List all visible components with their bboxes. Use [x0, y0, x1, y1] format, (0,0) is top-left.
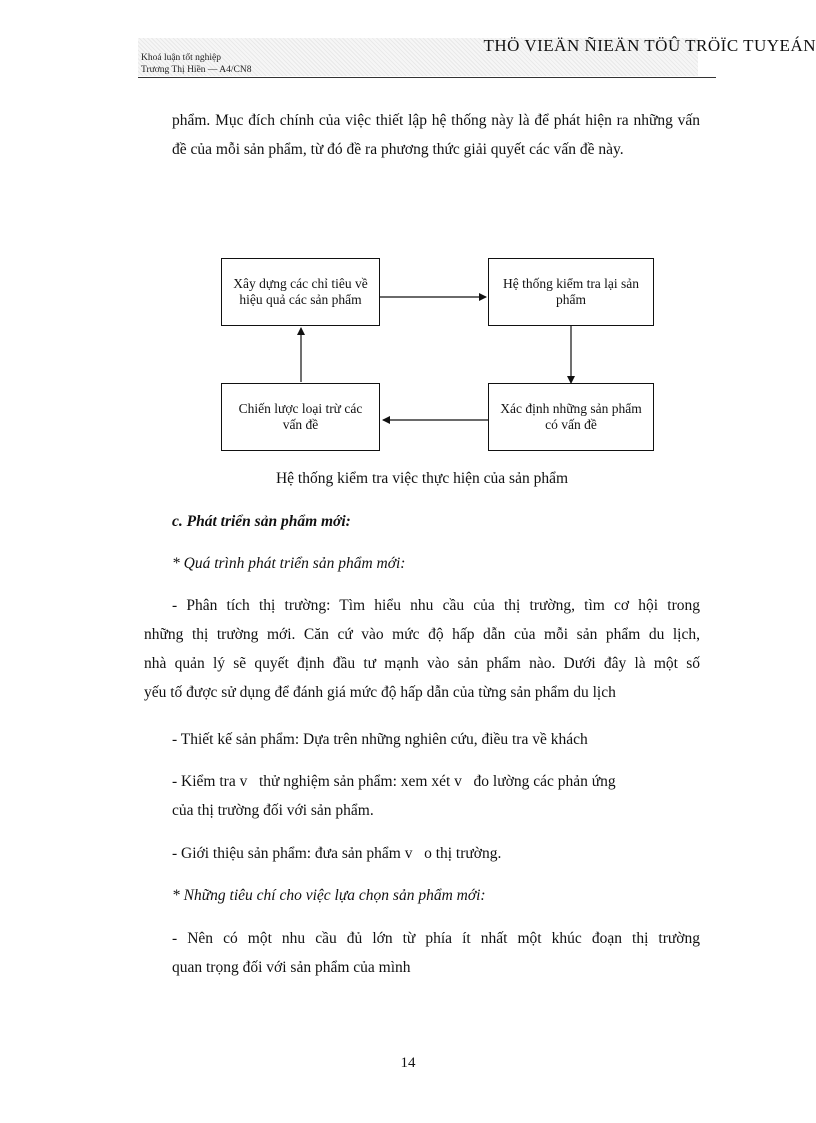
diagram-caption: Hệ thống kiểm tra việc thực hiện của sản phẩm: [275, 470, 569, 487]
design-item: - Thiết kế sản phẩm: Dựa trên những nghiên cứu, điều tra về khách: [172, 731, 588, 748]
testing-item-line-1: - Kiểm tra v thử nghiệm sản phẩm: xem xét v đo lường các phản ứng: [172, 773, 616, 790]
box-identify-problem-products: Xác định những sản phẩm có vấn đề: [488, 383, 654, 451]
box-build-indicators: Xây dựng các chỉ tiêu về hiệu quả các sản phẩm: [221, 258, 380, 326]
page-number: 14: [400, 1055, 416, 1071]
criteria-item-line-2: quan trọng đối với sản phẩm của mình: [172, 959, 411, 976]
section-heading: c. Phát triển sản phẩm mới:: [172, 513, 351, 530]
market-analysis-line-2: những thị trường mới. Căn cứ vào mức độ hấp dẫn của mỗi sản phẩm du lịch,: [144, 626, 700, 643]
subheading-process: * Quá trình phát triển sản phẩm mới:: [172, 555, 406, 572]
market-analysis-line-1: - Phân tích thị trường: Tìm hiểu nhu cầu của thị trường, tìm cơ hội trong: [172, 597, 700, 614]
introduction-item: - Giới thiệu sản phẩm: đưa sản phẩm v o thị trường.: [172, 845, 502, 862]
testing-item-line-2: của thị trường đối với sản phẩm.: [172, 802, 374, 819]
subheading-criteria: * Những tiêu chí cho việc lựa chọn sản phẩm mới:: [172, 887, 486, 904]
header-library-title: THÖ VIEÄN ÑIEÄN TÖÛ TRÖÏC TUYEÁN: [483, 36, 816, 55]
intro-paragraph: phẩm. Mục đích chính của việc thiết lập hệ thống này là để phát hiện ra những vấn đề của mỗi sản phẩm, từ đó đề ra phương thức giải quyết các vấn đề này.: [172, 112, 700, 158]
box-recheck-system: Hệ thống kiểm tra lại sản phẩm: [488, 258, 654, 326]
header-author-label: Trương Thị Hiền — A4/CN8: [141, 65, 252, 75]
market-analysis-line-3: nhà quản lý sẽ quyết định đầu tư mạnh vào sản phẩm nào. Dưới đây là một số: [144, 655, 700, 672]
header-thesis-label: Khoá luận tốt nghiệp: [141, 53, 221, 63]
market-analysis-line-4: yếu tố được sử dụng để đánh giá mức độ hấp dẫn của từng sản phẩm du lịch: [144, 684, 616, 701]
box-elimination-strategy: Chiến lược loại trừ các vấn đề: [221, 383, 380, 451]
criteria-item-line-1: - Nên có một nhu cầu đủ lớn từ phía ít nhất một khúc đoạn thị trường: [172, 930, 700, 947]
